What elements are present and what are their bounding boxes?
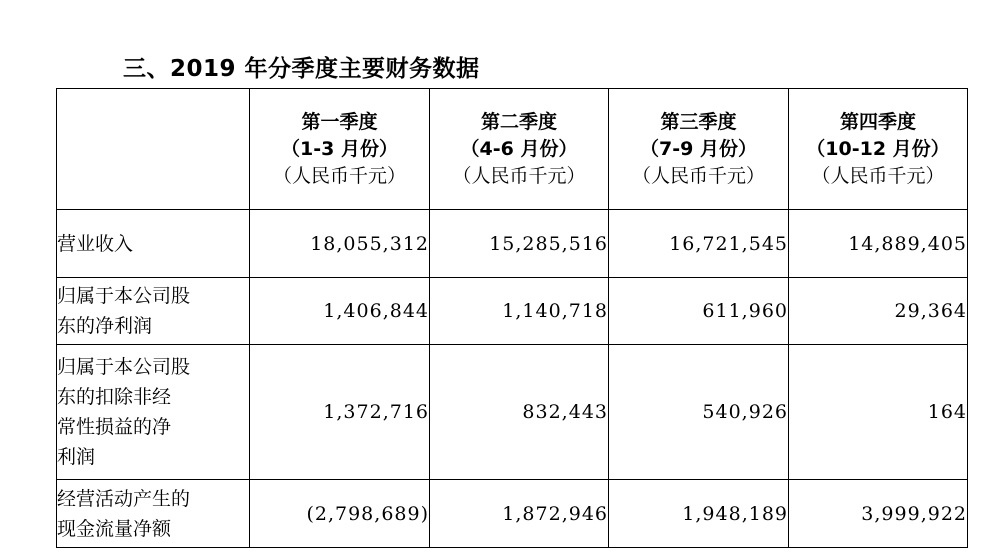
header-q1-months: （1-3 月份） — [281, 137, 398, 160]
cell-cash-flow-q1: (2,798,689) — [250, 480, 430, 548]
cell-net-profit-excl-q1: 1,372,716 — [250, 345, 430, 480]
row-label-line: 归属于本公司股 — [57, 356, 191, 378]
row-label-line: 常性损益的净 — [57, 416, 172, 438]
header-q2-unit: （人民币千元） — [452, 164, 586, 187]
header-q4-unit: （人民币千元） — [811, 164, 945, 187]
row-label-operating-cash-flow — [57, 480, 250, 548]
row-label-line: 归属于本公司股 — [57, 285, 191, 307]
table-row-operating-cash-flow — [57, 480, 968, 548]
section-title: 三、2019 年分季度主要财务数据 — [123, 56, 480, 82]
cell-net-profit-q2: 1,140,718 — [430, 278, 609, 345]
cell-net-profit-q1: 1,406,844 — [250, 278, 430, 345]
cell-cash-flow-q3: 1,948,189 — [609, 480, 789, 548]
quarterly-financial-table — [56, 88, 968, 548]
row-label-line: 经营活动产生的 — [57, 487, 191, 510]
row-label-line: 利润 — [57, 446, 96, 468]
header-q2 — [430, 89, 609, 210]
table-header-row — [57, 89, 968, 210]
cell-revenue-q4: 14,889,405 — [789, 210, 968, 278]
cell-net-profit-excl-q2: 832,443 — [430, 345, 609, 480]
header-q3-months: （7-9 月份） — [640, 137, 757, 160]
table-row-net-profit-excl-nonrecurring — [57, 345, 968, 480]
cell-cash-flow-q4: 3,999,922 — [789, 480, 968, 548]
cell-net-profit-q3: 611,960 — [609, 278, 789, 345]
table-row-net-profit — [57, 278, 968, 345]
cell-net-profit-excl-q3: 540,926 — [609, 345, 789, 480]
row-label-net-profit-excl-nonrecurring — [57, 345, 250, 480]
header-q4-months: （10-12 月份） — [806, 137, 950, 160]
header-q1-unit: （人民币千元） — [272, 164, 406, 187]
header-q3-name: 第三季度 — [660, 110, 737, 133]
cell-revenue-q1: 18,055,312 — [250, 210, 430, 278]
cell-revenue-q2: 15,285,516 — [430, 210, 609, 278]
header-q2-name: 第二季度 — [480, 110, 557, 133]
header-corner-cell — [57, 89, 250, 210]
header-q4-name: 第四季度 — [839, 110, 916, 133]
row-label-line: 东的扣除非经 — [57, 386, 172, 408]
row-label-line: 东的净利润 — [57, 315, 153, 337]
row-label-revenue — [57, 210, 250, 278]
cell-revenue-q3: 16,721,545 — [609, 210, 789, 278]
cell-net-profit-q4: 29,364 — [789, 278, 968, 345]
row-label-line: 营业收入 — [57, 232, 134, 255]
row-label-line: 现金流量净额 — [57, 517, 172, 540]
header-q3 — [609, 89, 789, 210]
cell-cash-flow-q2: 1,872,946 — [430, 480, 609, 548]
cell-net-profit-excl-q4: 164 — [789, 345, 968, 480]
header-q1-name: 第一季度 — [301, 110, 378, 133]
table-row-revenue — [57, 210, 968, 278]
header-q1 — [250, 89, 430, 210]
row-label-net-profit — [57, 278, 250, 345]
header-q3-unit: （人民币千元） — [631, 164, 765, 187]
header-q2-months: （4-6 月份） — [460, 137, 578, 160]
header-q4 — [789, 89, 968, 210]
